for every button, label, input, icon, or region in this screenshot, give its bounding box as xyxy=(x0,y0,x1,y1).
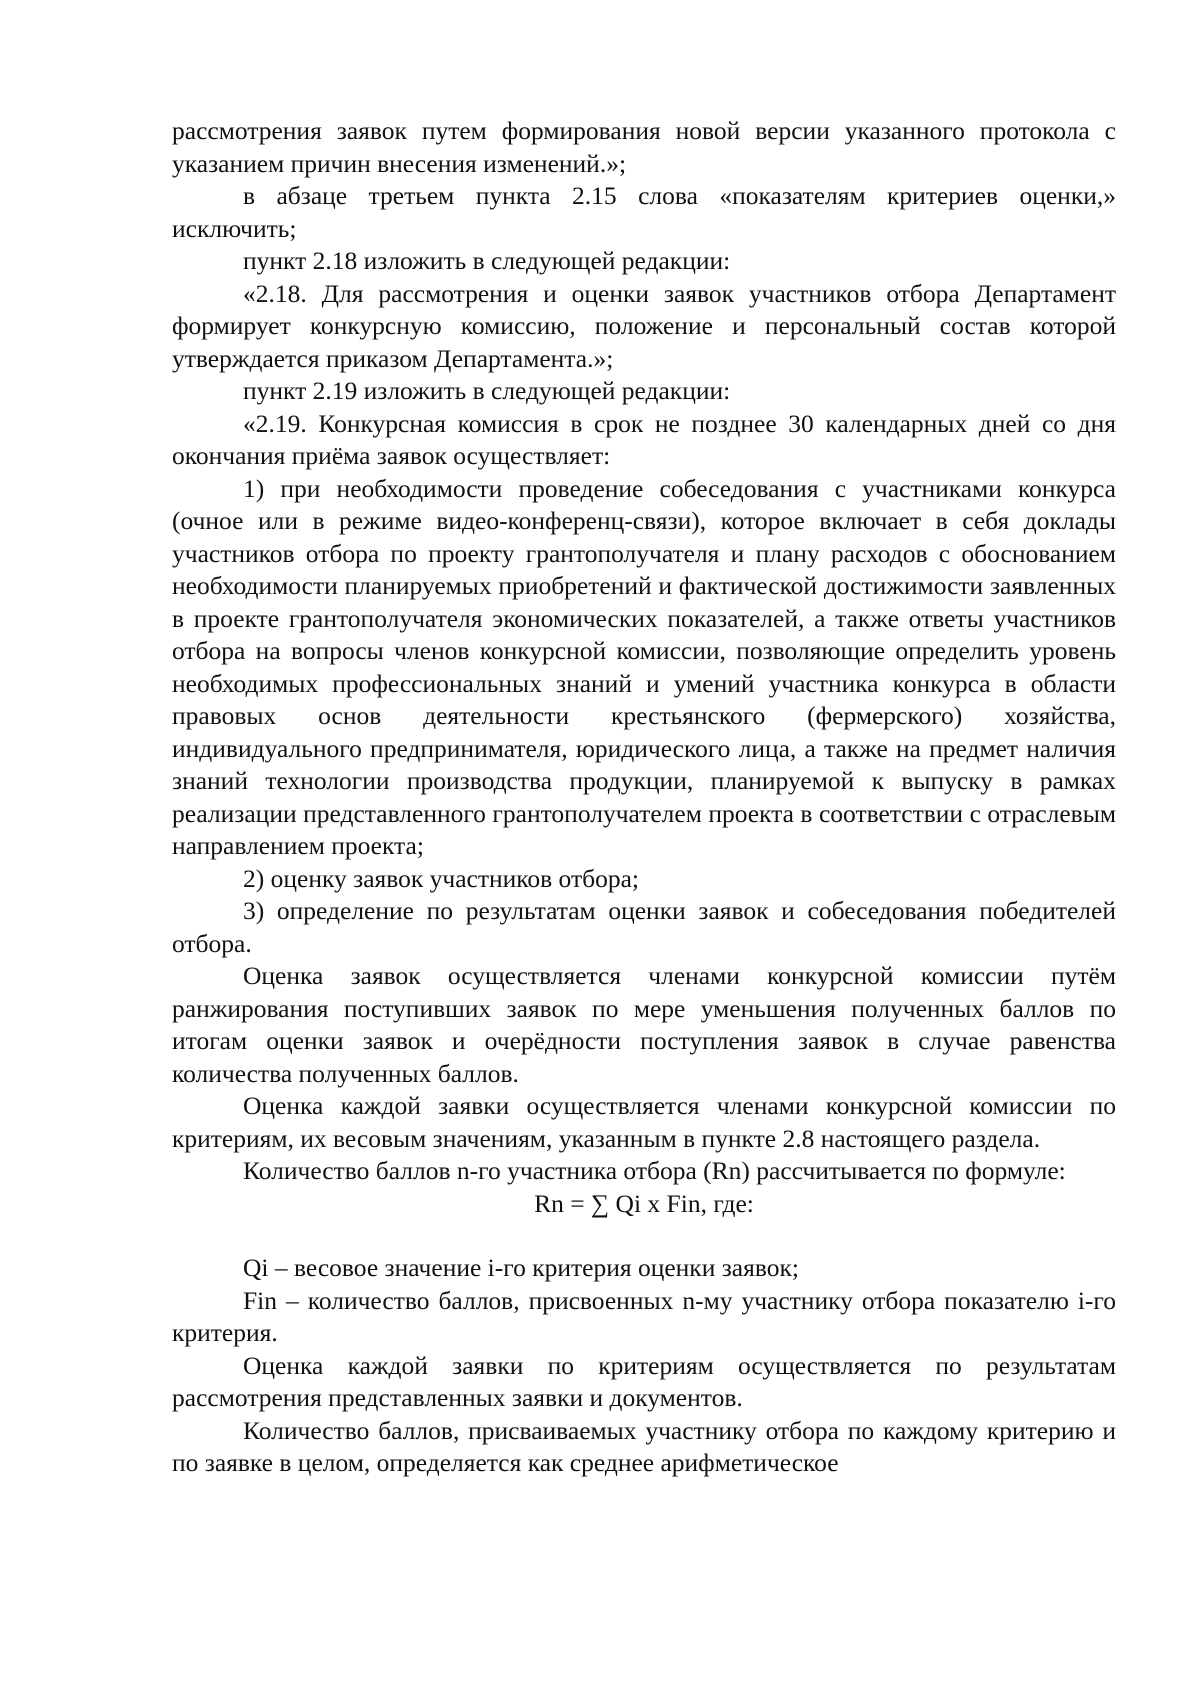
paragraph-item-2-18-text: «2.18. Для рассмотрения и оценки заявок участников отбора Департамент формирует конкурсную комиссию, положение и персональный состав которой утверждается приказом Департамента.»; xyxy=(172,278,1116,373)
paragraph-item-2-19-text: «2.19. Конкурсная комиссия в срок не позднее 30 календарных дней со дня окончания приёма заявок осуществляет: xyxy=(172,408,1116,470)
definition-qi: Qi – весовое значение i-го критерия оценки заявок; xyxy=(243,1253,799,1282)
definition-fin: Fin – количество баллов, присвоенных n-му участнику отбора показателю i-го критерия. xyxy=(172,1285,1116,1347)
document-body xyxy=(172,115,1116,1480)
paragraph-item-2-18-intro: пункт 2.18 изложить в следующей редакции: xyxy=(243,246,731,275)
paragraph-score-formula-intro: Количество баллов n-го участника отбора (Rn) рассчитывается по формуле: xyxy=(243,1156,1066,1185)
list-item-3: 3) определение по результатам оценки заявок и собеседования победителей отбора. xyxy=(172,896,1116,958)
paragraph-item-2-15: в абзаце третьем пункта 2.15 слова «показателям критериев оценки,» исключить; xyxy=(172,181,1116,243)
list-item-1: 1) при необходимости проведение собеседования с участниками конкурса (очное или в режиме видео-конференц-связи), которое включает в себя доклады участников отбора по проекту грантополучателя и плану расходов с обоснованием необходимости планируемых приобретений и фактической достижимости заявленных в проекте грантополучателя экономических показателей, а также ответы участников отбора на вопросы членов конкурсной комиссии, позволяющие определить уровень необходимых профессиональных знаний и умений участника конкурса в области правовых основ деятельности крестьянского (фермерского) хозяйства, индивидуального предпринимателя, юридического лица, а также на предмет наличия знаний технологии производства продукции, планируемой к выпуску в рамках реализации представленного грантополучателем проекта в соответствии с отраслевым направлением проекта; xyxy=(172,473,1116,860)
paragraph-continuation: рассмотрения заявок путем формирования новой версии указанного протокола с указанием причин внесения изменений.»; xyxy=(172,116,1116,178)
paragraph-criteria: Оценка каждой заявки осуществляется членами конкурсной комиссии по критериям, их весовым значениям, указанным в пункте 2.8 настоящего раздела. xyxy=(172,1091,1116,1153)
paragraph-evaluation-basis: Оценка каждой заявки по критериям осуществляется по результатам рассмотрения представленных заявки и документов. xyxy=(172,1350,1116,1412)
score-formula: Rn = ∑ Qi x Fin, где: xyxy=(534,1188,754,1218)
paragraph-ranking: Оценка заявок осуществляется членами конкурсной комиссии путём ранжирования поступивших заявок по мере уменьшения полученных баллов по итогам оценки заявок и очерёдности поступления заявок в случае равенства количества полученных баллов. xyxy=(172,961,1116,1088)
paragraph-item-2-19-intro: пункт 2.19 изложить в следующей редакции: xyxy=(243,376,731,405)
list-item-2: 2) оценку заявок участников отбора; xyxy=(243,863,639,893)
paragraph-score-average: Количество баллов, присваиваемых участнику отбора по каждому критерию и по заявке в целом, определяется как среднее арифметическое xyxy=(172,1415,1116,1477)
